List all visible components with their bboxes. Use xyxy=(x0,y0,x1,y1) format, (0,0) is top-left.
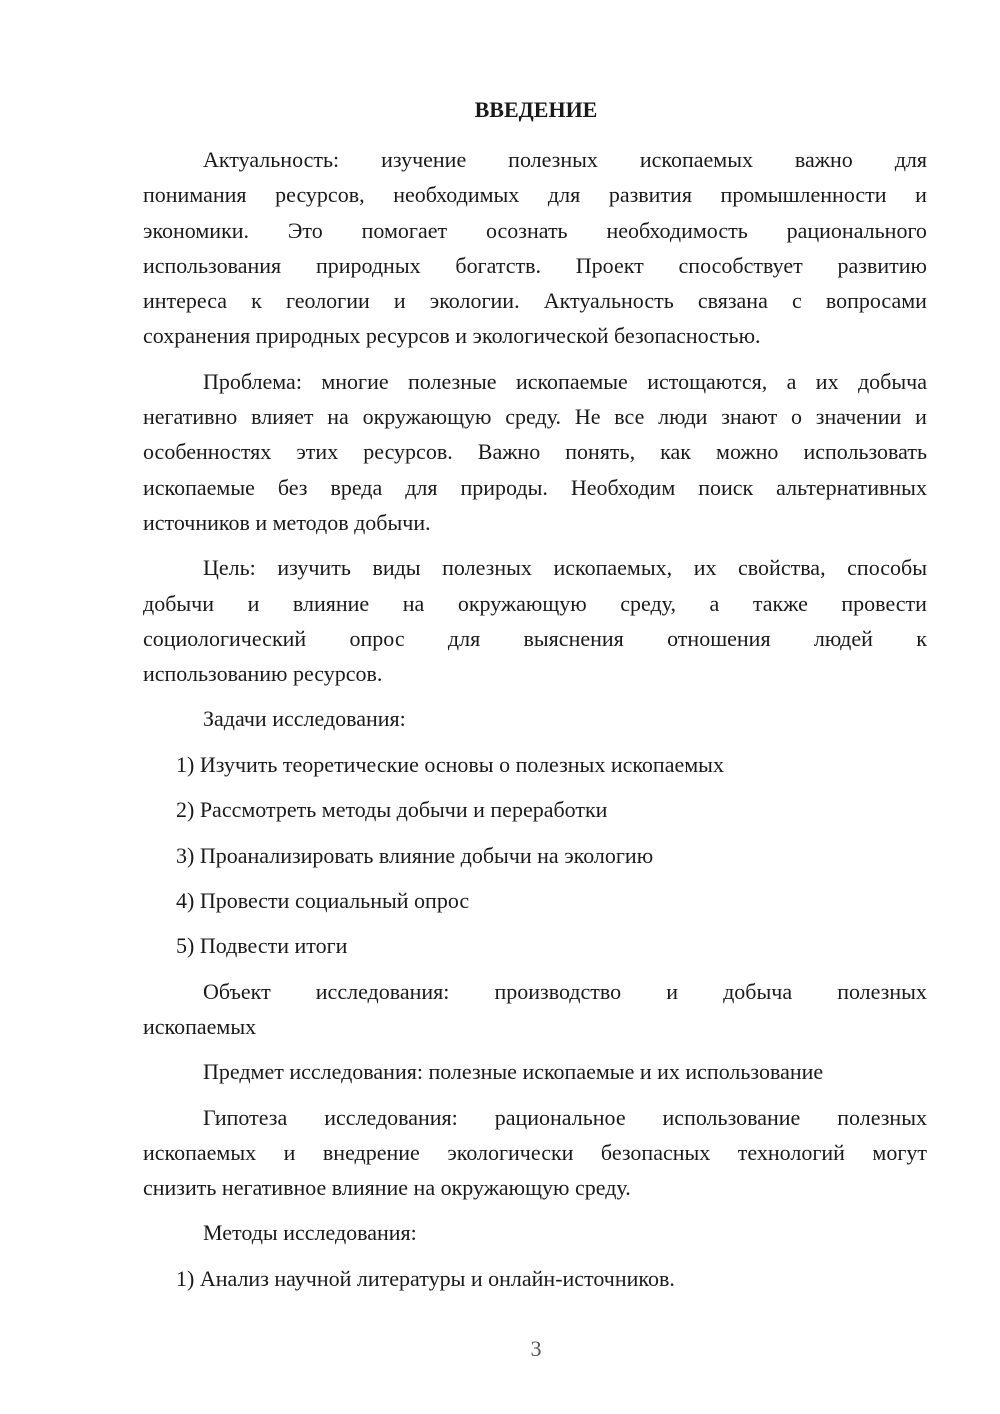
word: среду, xyxy=(620,591,676,616)
word: для xyxy=(405,475,438,500)
actuality-line-6: сохранения природных ресурсов и экологической безопасностью. xyxy=(143,323,761,348)
word: выяснения xyxy=(523,626,624,651)
word: на xyxy=(402,591,425,616)
word: можно xyxy=(716,439,779,464)
word: добыча xyxy=(857,369,927,394)
word: богатств. xyxy=(455,253,541,278)
actuality-line-3 xyxy=(143,218,927,244)
word: Проблема: xyxy=(203,369,302,394)
word: производство xyxy=(494,979,622,1004)
goal-line-2 xyxy=(143,591,927,617)
word: Проект xyxy=(575,253,644,278)
word: и xyxy=(283,1140,296,1165)
method-item-1: 1) Анализ научной литературы и онлайн-источников. xyxy=(176,1266,675,1291)
word: способствует xyxy=(678,253,803,278)
page-title: ВВЕДЕНИЕ xyxy=(474,97,598,122)
methods-heading: Методы исследования: xyxy=(203,1220,417,1245)
word: полезных xyxy=(442,555,532,580)
word: и xyxy=(915,182,927,207)
word: истощаются, xyxy=(647,369,768,394)
word: ископаемых xyxy=(143,1140,257,1165)
word: ископаемые xyxy=(143,475,255,500)
word: полезных xyxy=(837,1105,927,1130)
word: для xyxy=(894,147,927,172)
word: и xyxy=(666,979,678,1004)
word: ресурсов. xyxy=(363,439,453,464)
task-item-2: 2) Рассмотреть методы добычи и переработки xyxy=(176,797,608,822)
word: среду. xyxy=(505,404,562,429)
goal-line-1 xyxy=(203,555,927,581)
word: добычи xyxy=(143,591,215,616)
word: как xyxy=(660,439,691,464)
word: Важно xyxy=(477,439,541,464)
word: поиск xyxy=(698,475,754,500)
word: добыча xyxy=(723,979,793,1004)
word: изучить xyxy=(277,555,351,580)
word: и xyxy=(247,591,260,616)
task-item-3: 3) Проанализировать влияние добычи на экологию xyxy=(176,843,654,868)
word: понимания xyxy=(143,182,247,207)
problem-line-4 xyxy=(143,475,927,501)
word: осознать xyxy=(485,218,568,243)
word: альтернативных xyxy=(776,475,927,500)
goal-line-4: использованию ресурсов. xyxy=(143,661,383,686)
word: полезных xyxy=(508,147,598,172)
actuality-line-5 xyxy=(143,288,927,314)
word: все xyxy=(614,404,645,429)
goal-line-3 xyxy=(143,626,927,652)
word: изучение xyxy=(381,147,467,172)
word: знают xyxy=(721,404,778,429)
word: рационального xyxy=(786,218,927,243)
word: люди xyxy=(658,404,708,429)
word: развитию xyxy=(837,253,927,278)
problem-line-1 xyxy=(203,369,927,395)
word: опрос xyxy=(349,626,405,651)
word: отношения xyxy=(667,626,771,651)
word: а xyxy=(709,591,720,616)
word: Актуальность xyxy=(543,288,674,313)
word: безопасных xyxy=(600,1140,711,1165)
word: помогает xyxy=(361,218,448,243)
word: также xyxy=(752,591,808,616)
word: геологии xyxy=(286,288,370,313)
word: свойства, xyxy=(738,555,826,580)
word: необходимых xyxy=(393,182,520,207)
word: природных xyxy=(315,253,421,278)
hypothesis-line-2 xyxy=(143,1140,927,1166)
word: промышленности xyxy=(720,182,887,207)
word: ископаемых xyxy=(639,147,753,172)
word: Это xyxy=(287,218,323,243)
word: их xyxy=(693,555,717,580)
word: Актуальность: xyxy=(203,147,340,172)
word: ресурсов, xyxy=(275,182,365,207)
word: значении xyxy=(815,404,902,429)
word: для xyxy=(447,626,481,651)
word: ископаемых, xyxy=(553,555,673,580)
word: к xyxy=(916,626,927,651)
word: вопросами xyxy=(825,288,927,313)
word: людей xyxy=(813,626,873,651)
task-item-1: 1) Изучить теоретические основы о полезных ископаемых xyxy=(176,752,724,777)
object-line-2: ископаемых xyxy=(143,1014,257,1039)
word: с xyxy=(791,288,802,313)
word: развития xyxy=(608,182,692,207)
word: Цель: xyxy=(203,555,256,580)
hypothesis-line-1 xyxy=(203,1105,927,1131)
word: а xyxy=(786,369,797,394)
word: негативно xyxy=(143,404,238,429)
word: могут xyxy=(872,1140,927,1165)
word: их xyxy=(815,369,839,394)
word: окружающую xyxy=(362,404,492,429)
word: этих xyxy=(296,439,339,464)
word: использования xyxy=(143,253,282,278)
word: Гипотеза xyxy=(203,1105,288,1130)
word: необходимость xyxy=(606,218,748,243)
word: понять, xyxy=(565,439,636,464)
word: о xyxy=(791,404,802,429)
word: экономики. xyxy=(143,218,250,243)
word: для xyxy=(547,182,581,207)
word: природы. xyxy=(460,475,548,500)
actuality-line-2 xyxy=(143,182,927,208)
word: исследования: xyxy=(324,1105,458,1130)
word: на xyxy=(327,404,349,429)
word: интереса xyxy=(143,288,228,313)
problem-line-2 xyxy=(143,404,927,430)
word: социологический xyxy=(143,626,307,651)
word: экологически xyxy=(447,1140,574,1165)
word: вреда xyxy=(330,475,383,500)
problem-line-5: источников и методов добычи. xyxy=(143,510,431,535)
word: рациональное xyxy=(494,1105,626,1130)
task-item-4: 4) Провести социальный опрос xyxy=(176,888,470,913)
word: к xyxy=(251,288,262,313)
word: экологии. xyxy=(429,288,520,313)
word: влияет xyxy=(251,404,314,429)
word: использование xyxy=(662,1105,801,1130)
word: влияние xyxy=(292,591,370,616)
word: связана xyxy=(697,288,768,313)
word: многие xyxy=(321,369,389,394)
word: Не xyxy=(574,404,601,429)
word: важно xyxy=(794,147,853,172)
word: окружающую xyxy=(457,591,587,616)
actuality-line-4 xyxy=(143,253,927,279)
word: виды xyxy=(372,555,421,580)
word: ископаемые xyxy=(515,369,628,394)
word: внедрение xyxy=(322,1140,420,1165)
subject-line: Предмет исследования: полезные ископаемые и их использование xyxy=(203,1059,824,1084)
word: исследования: xyxy=(315,979,450,1004)
word: и xyxy=(393,288,406,313)
problem-line-3 xyxy=(143,439,927,465)
word: провести xyxy=(841,591,927,616)
actuality-line-1 xyxy=(203,147,927,173)
word: способы xyxy=(847,555,927,580)
word: и xyxy=(915,404,927,429)
word: использовать xyxy=(803,439,927,464)
word: Необходим xyxy=(570,475,676,500)
word: без xyxy=(277,475,308,500)
word: технологий xyxy=(737,1140,845,1165)
task-item-5: 5) Подвести итоги xyxy=(176,933,348,958)
word: полезные xyxy=(408,369,497,394)
tasks-heading: Задачи исследования: xyxy=(203,706,406,731)
page-number: 3 xyxy=(530,1336,542,1361)
word: полезных xyxy=(837,979,927,1004)
word: Объект xyxy=(203,979,271,1004)
word: особенностях xyxy=(143,439,272,464)
object-line-1 xyxy=(203,979,927,1005)
hypothesis-line-3: снизить негативное влияние на окружающую среду. xyxy=(143,1175,631,1200)
